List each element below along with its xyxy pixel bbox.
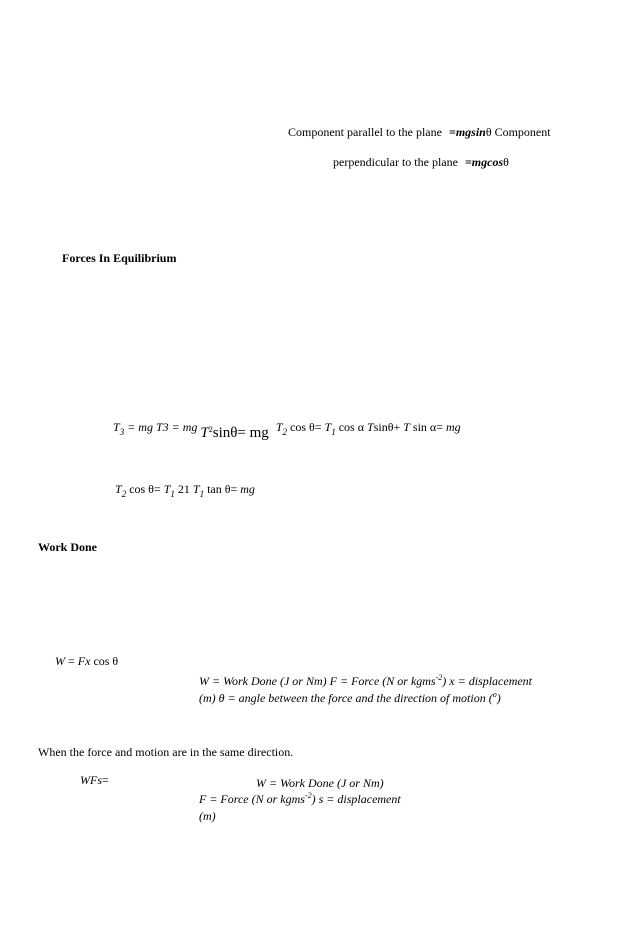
work-def4-sup: -2 (304, 791, 312, 800)
work-def1-text: W = Work Done (J or Nm) F = Force (N or kgms (199, 674, 436, 688)
eq1-t-b: T (403, 420, 410, 434)
perpendicular-component-label: perpendicular to the plane (333, 155, 458, 169)
eq1-mid: cos θ= (290, 420, 322, 434)
eq1-mid3: sinθ+ (373, 420, 401, 434)
equilibrium-equation-1 (113, 418, 461, 441)
work-definition-line-3: W = Work Done (J or Nm) (256, 776, 384, 790)
eq2-t1b: $T_1$ (192, 482, 205, 499)
parallel-eq-sign: = (448, 125, 456, 139)
eq1-t2: $T_2$ (275, 420, 287, 437)
eq2-t2: $T_2$ (115, 482, 127, 499)
equilibrium-heading: Forces In Equilibrium (62, 251, 177, 265)
work-definition-line-2 (199, 691, 501, 705)
wfs-label: WFs (80, 773, 102, 787)
eq1-mid2: cos α (338, 420, 364, 434)
same-direction-text: When the force and motion are in the same direction. (38, 745, 294, 759)
work-definition-line-1 (199, 674, 532, 688)
eq2-mid: cos θ= (129, 482, 161, 496)
eq1-end-mg: mg (445, 420, 461, 434)
wfs-eq: = (102, 773, 109, 787)
eq2-end-mg: mg (240, 482, 255, 496)
eq2-end: tan θ= (207, 482, 238, 496)
work-formula-eq: = (68, 654, 75, 668)
work-definition-line-4 (199, 792, 401, 806)
parallel-component-line (288, 125, 551, 139)
work-def1-rest: ) x = displacement (442, 674, 533, 688)
eq2-t1: $T_1$ (163, 482, 175, 499)
wfs-formula (80, 773, 109, 787)
work-formula-cos: cos θ (93, 654, 119, 668)
eq1-big-term: $T^2\sin\theta=$ mg (200, 425, 269, 441)
perpendicular-eq-sign: = (464, 155, 472, 169)
perpendicular-theta: θ (503, 155, 509, 169)
parallel-component-expr: mgsin (455, 125, 486, 139)
component-word: Component (494, 125, 551, 139)
work-def2-text: (m) θ = angle between the force and the direction of motion ( (199, 691, 493, 705)
work-def1-sup: -2 (435, 673, 443, 682)
work-formula-fx: Fx (77, 654, 91, 668)
parallel-theta: θ (485, 125, 492, 139)
work-formula (55, 654, 118, 668)
eq1-t-a: T (367, 420, 374, 434)
work-def2-rest: ) (496, 691, 501, 705)
eq1-t3: $T_3$ (113, 420, 125, 437)
equilibrium-equation-2 (115, 482, 255, 499)
work-def4-rest: ) s = displacement (311, 792, 401, 806)
perpendicular-component-line (333, 155, 509, 169)
work-def4-text: F = Force (N or kgms (199, 792, 305, 806)
eq1-part2: T3 = mg (155, 420, 198, 434)
eq1-t1: $T_1$ (324, 420, 336, 437)
work-definition-line-5: (m) (199, 809, 216, 823)
eq2-nums: 21 (177, 482, 190, 496)
perpendicular-component-expr: mgcos (471, 155, 504, 169)
eq1-part1: = mg (127, 420, 153, 434)
work-formula-w: W (55, 654, 65, 668)
parallel-component-label: Component parallel to the plane (288, 125, 442, 139)
work-done-heading: Work Done (38, 540, 98, 554)
eq1-end: sin α= (412, 420, 443, 434)
work-def2-sup: o (492, 690, 497, 699)
